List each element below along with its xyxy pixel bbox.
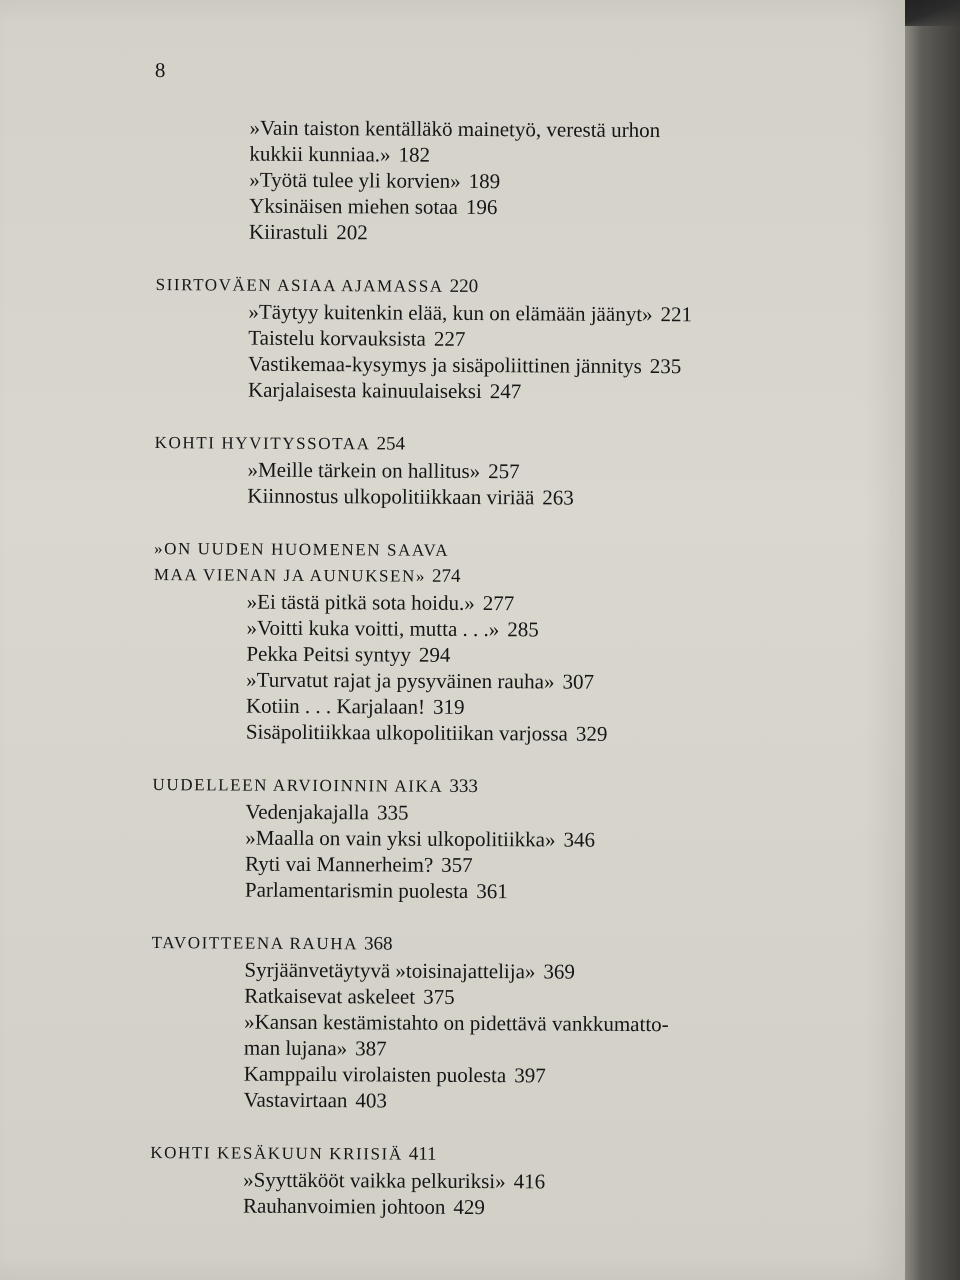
toc-section (150, 1140, 850, 1222)
entry-page-number: 277 (482, 591, 515, 616)
entry-title: kukkii kunniaa.» (249, 141, 391, 167)
entry-title: Ryti vai Mannerheim? (245, 851, 434, 877)
page-number: 8 (154, 58, 166, 83)
entry-title: Vastikemaa-kysymys ja sisäpoliittinen jännitys (248, 351, 642, 379)
section-page-number: 368 (363, 933, 393, 955)
entry-title: Karjalaisesta kainuulaiseksi (247, 377, 482, 404)
entry-page-number: 263 (542, 485, 574, 510)
section-title-text: KOHTI HYVITYSSOTAA (154, 433, 371, 454)
entry-page-number: 196 (465, 194, 498, 220)
entry-title: »Voitti kuka voitti, mutta . . .» (246, 615, 500, 642)
entry-title: Parlamentarismin puolesta (244, 877, 469, 903)
entry-title: Syrjäänvetäytyvä »toisinajattelija» (244, 957, 536, 984)
entry-title: »Täytyy kuitenkin elää, kun on elämään jäänyt» (248, 299, 653, 327)
entry-title: Kiirastuli (248, 219, 329, 245)
entry-title: »Kansan kestämistahto on pidettävä vankkumatto- (244, 1009, 669, 1037)
section-title-text: UUDELLEEN ARVIOINNIN AIKA (152, 775, 444, 796)
entry-page-number: 202 (336, 220, 368, 245)
section-title-text: TAVOITTEENA RAUHA (151, 933, 359, 954)
entry-page-number: 285 (507, 617, 539, 642)
section-page-number: 274 (431, 565, 461, 587)
entry-page-number: 357 (441, 852, 473, 877)
section-page-number: 220 (449, 275, 479, 298)
entry-page-number: 182 (398, 142, 431, 167)
entry-title: »Syyttäkööt vaikka pelkuriksi» (243, 1167, 506, 1194)
entry-page-number: 403 (355, 1088, 388, 1113)
toc-section (151, 930, 852, 1116)
toc-section (152, 772, 853, 906)
entry-title: Sisäpolitiikkaa ulkopolitiikan varjossa (245, 719, 568, 746)
entry-title: »Maalla on vain yksi ulkopolitiikka» (245, 825, 556, 852)
section-title-text: SIIRTOVÄEN ASIAA AJAMASSA (155, 275, 444, 296)
toc-entry (152, 876, 852, 906)
entry-title: Kamppailu virolaisten puolesta (243, 1061, 507, 1088)
entry-page-number: 387 (355, 1036, 387, 1061)
entry-title: »Ei tästä pitkä sota hoidu.» (246, 589, 475, 615)
toc-section (155, 272, 856, 406)
entry-page-number: 257 (488, 459, 520, 484)
entry-title: Pekka Peitsi syntyy (246, 641, 411, 667)
entry-page-number: 369 (543, 959, 576, 984)
table-of-contents (150, 110, 857, 1250)
entry-title: »Vain taiston kentälläkö mainetyö, verestä urhon (249, 115, 661, 143)
entry-title: Yksinäisen miehen sotaa (249, 193, 458, 219)
entry-page-number: 307 (562, 669, 595, 694)
entry-page-number: 416 (513, 1169, 546, 1194)
entry-page-number: 335 (376, 800, 409, 825)
entry-title: »Meille tärkein on hallitus» (247, 457, 481, 484)
entry-page-number: 397 (514, 1063, 546, 1088)
entry-page-number: 375 (423, 984, 455, 1009)
toc-entry (153, 718, 853, 748)
entry-page-number: 227 (433, 326, 466, 351)
entry-title: Ratkaisevat askeleet (244, 983, 416, 1009)
section-title-text: MAA VIENAN JA AUNUKSEN» (153, 565, 427, 586)
section-page-number: 411 (408, 1143, 437, 1165)
entry-title: Kotiin . . . Karjalaan! (245, 693, 426, 719)
toc-entry (156, 218, 856, 248)
toc-section (156, 110, 857, 248)
entry-title: Kiinnostus ulkopolitiikkaan viriää (247, 483, 535, 510)
entry-title: Vedenjakajalla (245, 799, 370, 825)
book-page-edge (905, 0, 960, 1280)
toc-entry (155, 376, 855, 406)
entry-page-number: 361 (476, 879, 508, 904)
toc-entry (154, 482, 854, 512)
section-title-text: KOHTI KESÄKUUN KRIISIÄ (150, 1143, 403, 1164)
toc-entry (151, 1086, 851, 1116)
entry-page-number: 189 (468, 168, 501, 194)
entry-page-number: 429 (453, 1194, 485, 1220)
entry-page-number: 294 (418, 642, 451, 667)
entry-page-number: 247 (489, 379, 522, 404)
section-page-number: 254 (376, 433, 406, 455)
entry-page-number: 346 (563, 827, 596, 852)
entry-page-number: 319 (433, 694, 465, 719)
toc-entry (150, 1192, 850, 1222)
entry-page-number: 235 (649, 354, 682, 379)
section-page-number: 333 (449, 775, 478, 798)
entry-page-number: 329 (575, 721, 608, 746)
toc-section (153, 536, 854, 748)
toc-section (154, 430, 854, 512)
entry-title: »Turvatut rajat ja pysyväinen rauha» (246, 667, 555, 694)
section-title-text: »ON UUDEN HUOMENEN SAAVA (153, 539, 450, 560)
entry-title: Taistelu korvauksista (248, 325, 426, 351)
entry-title: Rauhanvoimien johtoon (242, 1193, 446, 1219)
entry-page-number: 221 (660, 302, 693, 327)
entry-title: man lujana» (243, 1035, 348, 1061)
entry-title: Vastavirtaan (243, 1087, 348, 1113)
entry-title: »Työtä tulee yli korvien» (249, 167, 461, 193)
